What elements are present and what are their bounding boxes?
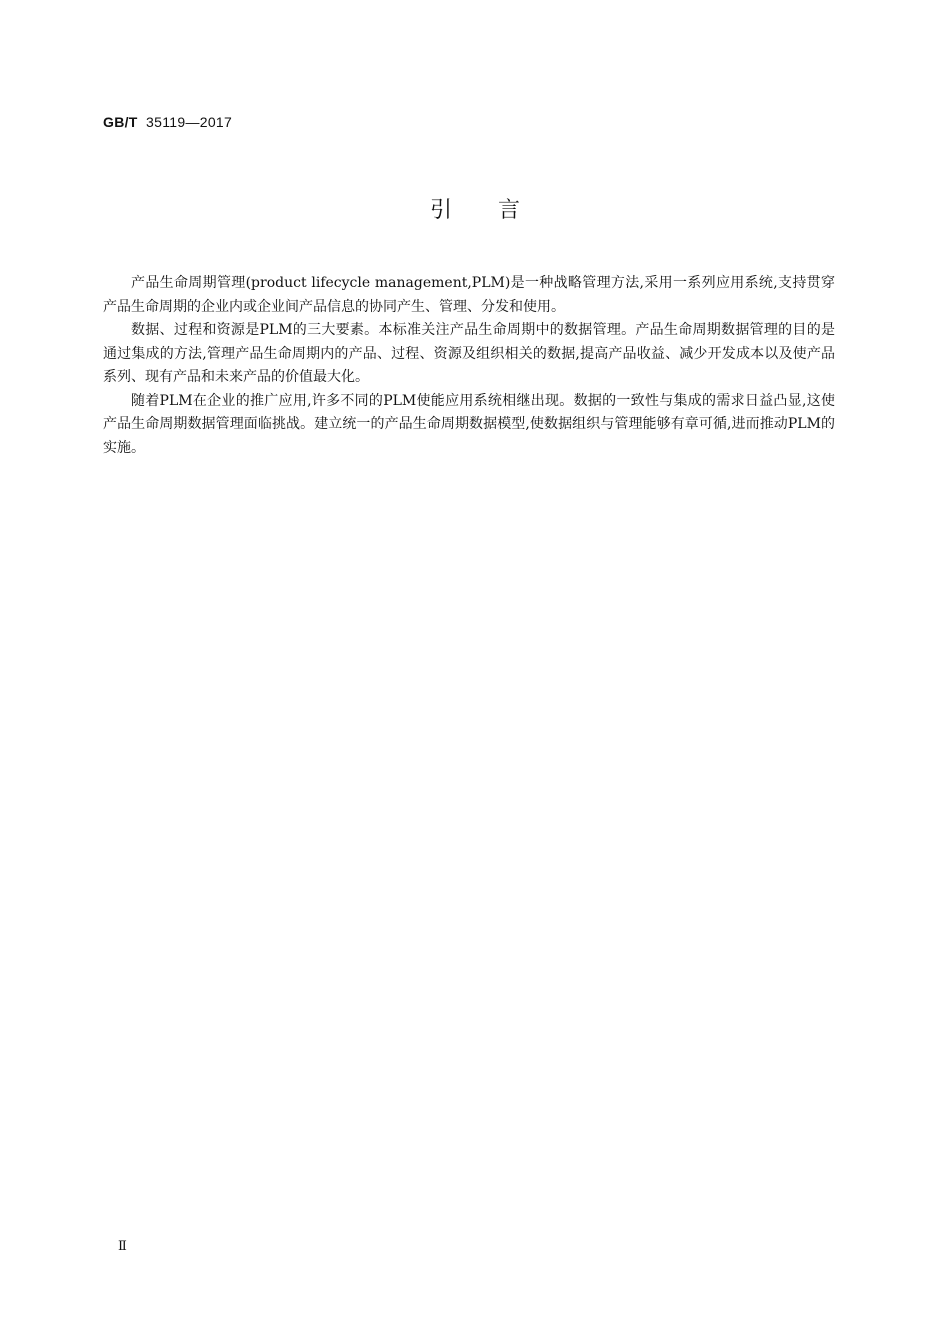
standard-prefix: GB/T xyxy=(103,114,138,130)
page-number: Ⅱ xyxy=(118,1239,127,1254)
standard-number: 35119—2017 xyxy=(146,114,233,130)
section-title: 引言 xyxy=(429,198,566,223)
paragraph-3: 随着PLM在企业的推广应用,许多不同的PLM使能应用系统相继出现。数据的一致性与集成的需求日益凸显,这使产品生命周期数据管理面临挑战。建立统一的产品生命周期数据模型,使数据组织与管理能够有章可循,进而推动PLM的实施。 xyxy=(103,392,835,456)
standard-code xyxy=(103,112,232,132)
paragraph-1: 产品生命周期管理(product lifecycle management,PLM)是一种战略管理方法,采用一系列应用系统,支持贯穿产品生命周期的企业内或企业间产品信息的协同产生、管理、分发和使用。 xyxy=(103,275,835,315)
paragraph-2: 数据、过程和资源是PLM的三大要素。本标准关注产品生命周期中的数据管理。产品生命周期数据管理的目的是通过集成的方法,管理产品生命周期内的产品、过程、资源及组织相关的数据,提高产品收益、减少开发成本以及使产品系列、现有产品和未来产品的价值最大化。 xyxy=(103,322,835,385)
introduction-body xyxy=(103,272,835,460)
